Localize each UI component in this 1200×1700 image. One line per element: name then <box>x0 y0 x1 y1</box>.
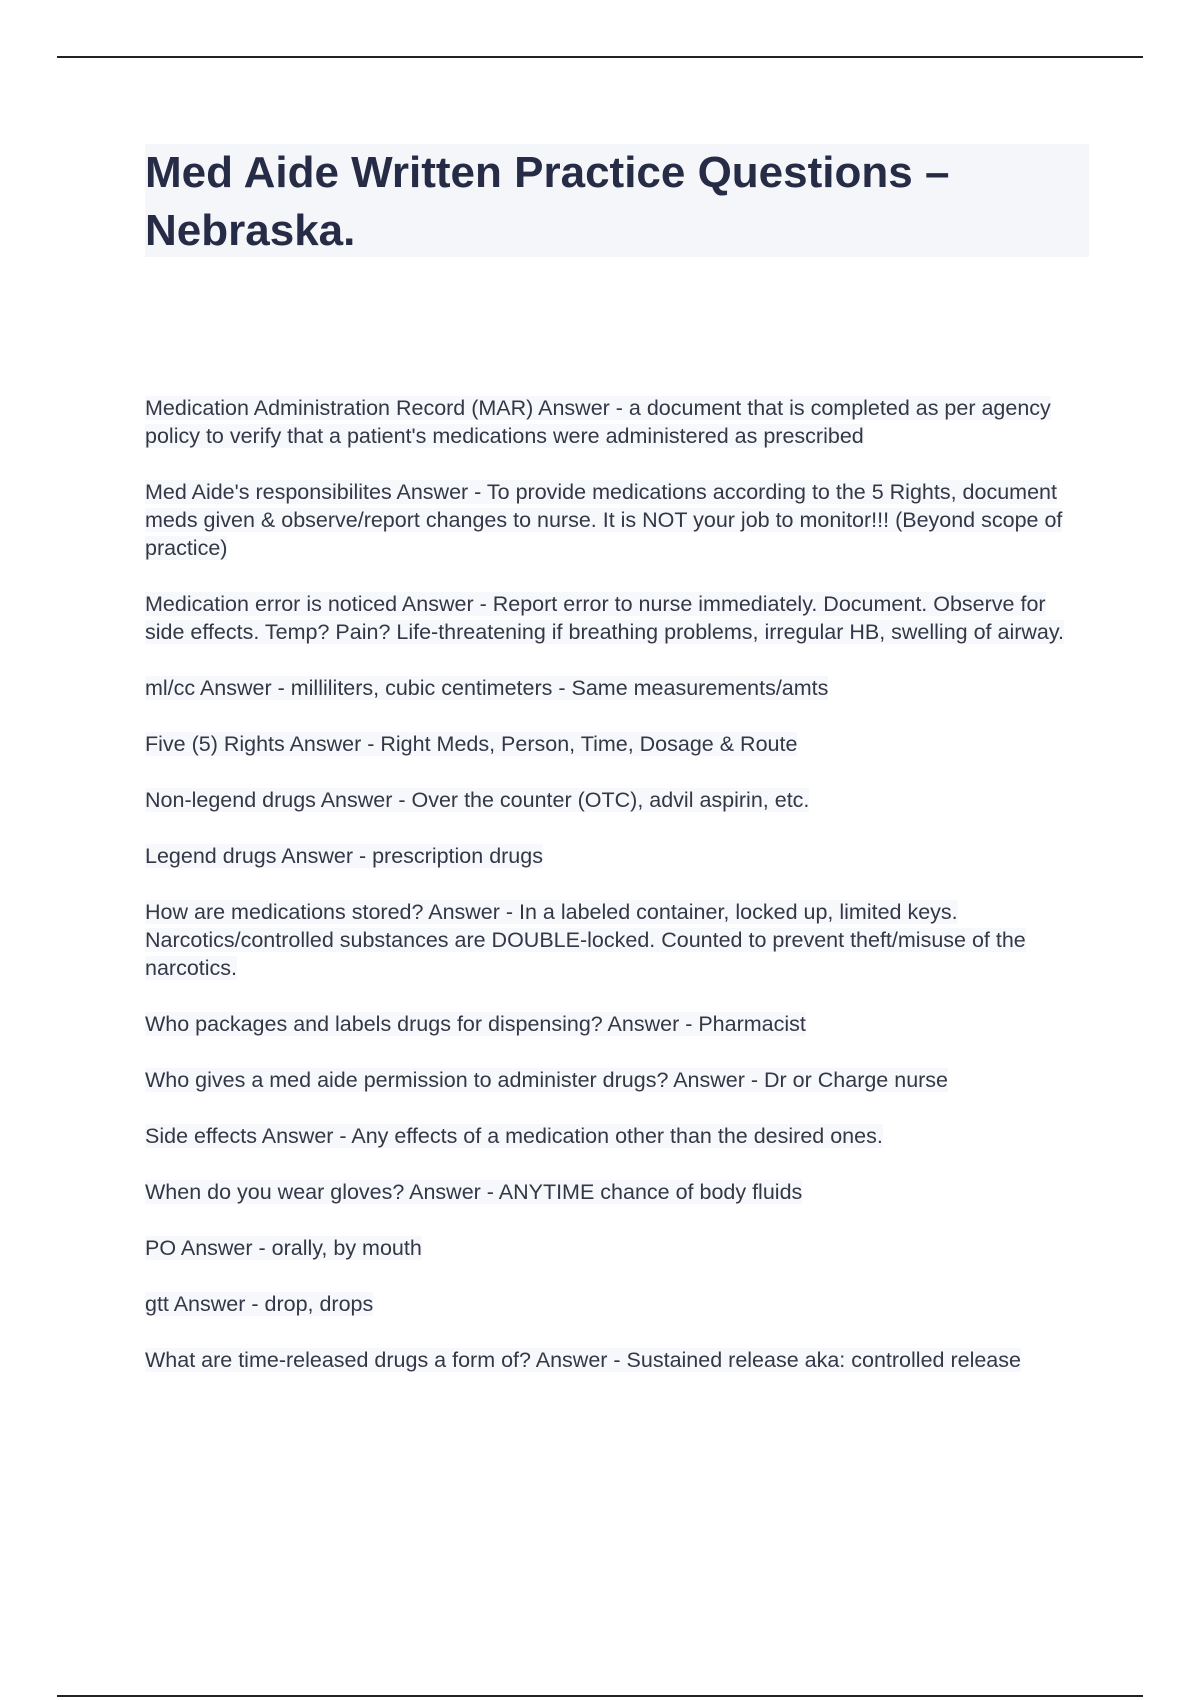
title-block <box>145 144 1089 257</box>
qa-item <box>145 1290 1090 1318</box>
qa-item <box>145 478 1090 562</box>
qa-item <box>145 786 1090 814</box>
qa-item <box>145 394 1090 450</box>
top-rule <box>57 56 1143 58</box>
qa-item-text: What are time-released drugs a form of? Answer - Sustained release aka: controlled release <box>145 1348 1021 1372</box>
qa-item-text: Medication error is noticed Answer - Report error to nurse immediately. Document. Observe for side effects. Temp? Pain? Life-threatening if breathing problems, irregular HB, swelling of airway. <box>145 592 1064 644</box>
qa-item-text: Medication Administration Record (MAR) Answer - a document that is completed as per agency policy to verify that a patient's medications were administered as prescribed <box>145 396 1051 448</box>
qa-item-text: How are medications stored? Answer - In a labeled container, locked up, limited keys. Narcotics/controlled substances are DOUBLE-locked. Counted to prevent theft/misuse of the narcotics. <box>145 900 1026 980</box>
qa-item-text: PO Answer - orally, by mouth <box>145 1236 422 1260</box>
qa-item-text: gtt Answer - drop, drops <box>145 1292 374 1316</box>
qa-item-text: Side effects Answer - Any effects of a medication other than the desired ones. <box>145 1124 883 1148</box>
qa-item <box>145 674 1090 702</box>
qa-item <box>145 590 1090 646</box>
qa-item-text: Legend drugs Answer - prescription drugs <box>145 844 543 868</box>
qa-list <box>145 394 1090 1402</box>
qa-item <box>145 842 1090 870</box>
qa-item <box>145 898 1090 982</box>
qa-item <box>145 1178 1090 1206</box>
qa-item <box>145 1066 1090 1094</box>
qa-item-text: Non-legend drugs Answer - Over the counter (OTC), advil aspirin, etc. <box>145 788 810 812</box>
qa-item <box>145 1346 1090 1374</box>
qa-item-text: Who gives a med aide permission to administer drugs? Answer - Dr or Charge nurse <box>145 1068 949 1092</box>
qa-item-text: When do you wear gloves? Answer - ANYTIME chance of body fluids <box>145 1180 803 1204</box>
bottom-rule <box>57 1695 1143 1697</box>
qa-item <box>145 1010 1090 1038</box>
qa-item-text: Who packages and labels drugs for dispensing? Answer - Pharmacist <box>145 1012 806 1036</box>
qa-item <box>145 730 1090 758</box>
qa-item-text: ml/cc Answer - milliliters, cubic centimeters - Same measurements/amts <box>145 676 829 700</box>
qa-item <box>145 1122 1090 1150</box>
document-title: Med Aide Written Practice Questions – Nebraska. <box>145 148 950 255</box>
qa-item-text: Med Aide's responsibilites Answer - To provide medications according to the 5 Rights, document meds given & observe/report changes to nurse. It is NOT your job to monitor!!! (Beyond scope of practice) <box>145 480 1063 560</box>
qa-item-text: Five (5) Rights Answer - Right Meds, Person, Time, Dosage & Route <box>145 732 798 756</box>
qa-item <box>145 1234 1090 1262</box>
